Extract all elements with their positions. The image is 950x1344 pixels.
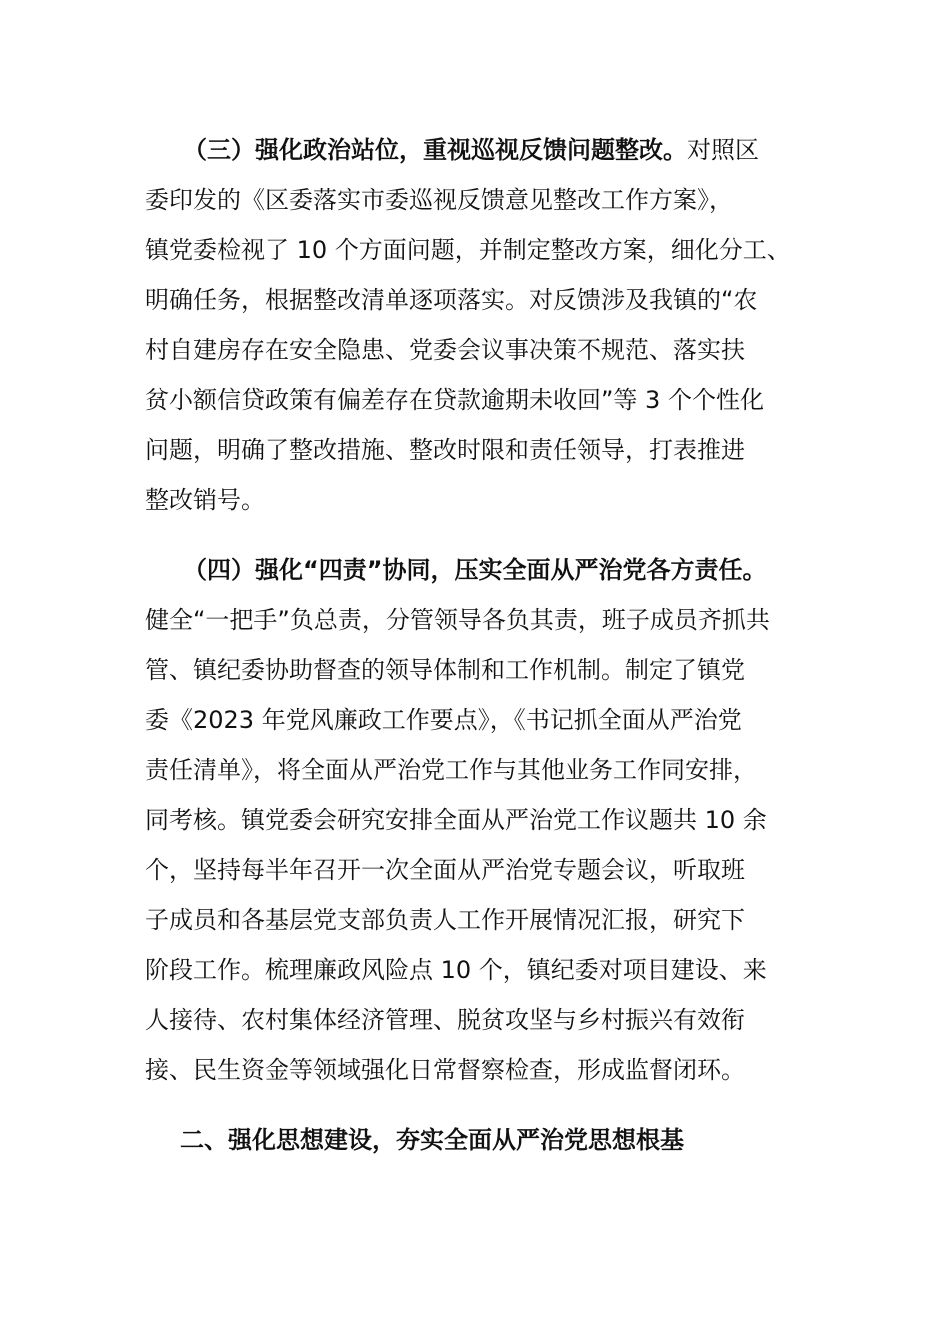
section3-line: 村自建房存在安全隐患、党委会议事决策不规范、落实扶 xyxy=(145,336,745,364)
section3-heading: （三）强化政治站位，重视巡视反馈问题整改。 xyxy=(183,136,687,164)
section4-line: 个，坚持每半年召开一次全面从严治党专题会议，听取班 xyxy=(145,856,745,884)
section3-line: 问题，明确了整改措施、整改时限和责任领导，打表推进 xyxy=(145,436,745,464)
section4-heading: （四）强化“四责”协同，压实全面从严治党各方责任。 xyxy=(183,556,767,584)
section4-line: 人接待、农村集体经济管理、脱贫攻坚与乡村振兴有效衔 xyxy=(145,1006,745,1034)
section4-line: 委《2023 年党风廉政工作要点》，《书记抓全面从严治党 xyxy=(145,706,742,734)
section4-line: 健全“一把手”负总责，分管领导各负其责，班子成员齐抓共 xyxy=(145,606,770,634)
section3-first-line-rest: 对照区 xyxy=(687,136,759,164)
section-two-heading: 二、强化思想建设，夯实全面从严治党思想根基 xyxy=(180,1126,684,1154)
section3-line: 整改销号。 xyxy=(145,486,265,514)
section3-line: 委印发的《区委落实市委巡视反馈意见整改工作方案》， xyxy=(145,186,733,214)
section4-line: 管、镇纪委协助督查的领导体制和工作机制。制定了镇党 xyxy=(145,656,745,684)
section4-line: 接、民生资金等领域强化日常督察检查，形成监督闭环。 xyxy=(145,1056,745,1084)
section4-line: 阶段工作。梳理廉政风险点 10 个，镇纪委对项目建设、来 xyxy=(145,956,767,984)
section3-line: 镇党委检视了 10 个方面问题，并制定整改方案，细化分工、 xyxy=(145,236,791,264)
section4-line: 子成员和各基层党支部负责人工作开展情况汇报，研究下 xyxy=(145,906,745,934)
section4-line: 同考核。镇党委会研究安排全面从严治党工作议题共 10 余 xyxy=(145,806,767,834)
section3-line: 明确任务，根据整改清单逐项落实。对反馈涉及我镇的“农 xyxy=(145,286,758,314)
section3-line: 贫小额信贷政策有偏差存在贷款逾期未收回”等 3 个个性化 xyxy=(145,386,764,414)
section3-first-line xyxy=(183,132,759,168)
section4-line: 责任清单》，将全面从严治党工作与其他业务工作同安排， xyxy=(145,756,757,784)
